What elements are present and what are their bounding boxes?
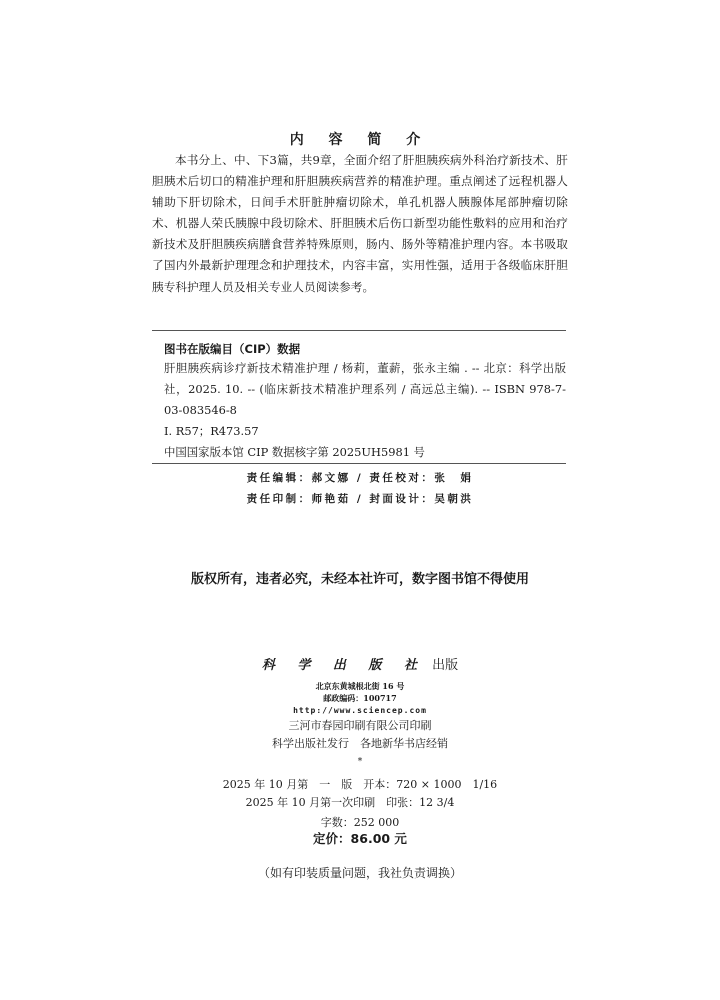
quality-note: （如有印装质量问题，我社负责调换） [257,866,462,880]
cip-heading: 图书在版编目（CIP）数据 [164,342,301,356]
divider-bottom [152,463,566,464]
separator-star: * [357,757,363,767]
divider-top [152,330,566,331]
publisher-suffix: 出版 [432,658,459,673]
publisher-postcode: 邮政编码：100717 [323,693,397,703]
cip-record: 中国国家版本馆 CIP 数据核字第 2025UH5981 号 [164,445,425,459]
printing-info: 2025 年 10 月第一次印刷 印张：12 3/4 [245,796,455,809]
responsible-production: 责任印制：师艳茹 / 封面设计：吴朝洪 [246,493,474,505]
printer: 三河市春园印刷有限公司印刷 [288,719,432,732]
responsible-editors: 责任编辑：郝文娜 / 责任校对：张 娟 [246,472,474,484]
publisher-address: 北京东黄城根北街 16 号 [315,681,405,691]
publisher-name: 科 学 出 版 社 [261,658,426,673]
cip-classification: Ⅰ. R57；R473.57 [164,424,259,438]
edition-info: 2025 年 10 月第 一 版 开本：720 × 1000 1/16 [222,778,498,791]
summary-paragraph: 本书分上、中、下3篇，共9章，全面介绍了肝胆胰疾病外科治疗新技术、肝胆胰术后切口的精准护理和肝胆胰疾病营养的精准护理。重点阐述了远程机器人辅助下肝切除术，日间手术肝脏肿瘤切除术，单孔机器人胰腺体尾部肿瘤切除术、机器人荣氏胰腺中段切除术、肝胆胰术后伤口新型功能性敷料的应用和治疗新技术及肝胆胰疾病膳食营养特殊原则，肠内、肠外等精准护理内容。本书吸取了国内外最新护理理念和护理技术，内容丰富，实用性强，适用于各级临床肝胆胰专科护理人员及相关专业人员阅读参考。 [152,153,568,294]
cip-block [152,358,566,463]
price: 定价：86.00 元 [313,831,407,846]
publisher-url: http://www.sciencep.com [293,706,427,715]
distribution: 科学出版社发行 各地新华书店经销 [272,737,448,750]
publisher-line [0,656,720,676]
copyright-notice: 版权所有，违者必究，未经本社许可，数字图书馆不得使用 [190,572,529,587]
word-count: 字数：252 000 [320,816,400,829]
summary-title: 内 容 简 介 [289,132,431,148]
cip-entry: 肝胆胰疾病诊疗新技术精准护理 / 杨莉，董薪，张永主编 . -- 北京：科学出版社，2025. 10. -- (临床新技术精准护理系列 / 高远总主编). -- ISBN 978-7-03-083546-8 [164,361,566,417]
